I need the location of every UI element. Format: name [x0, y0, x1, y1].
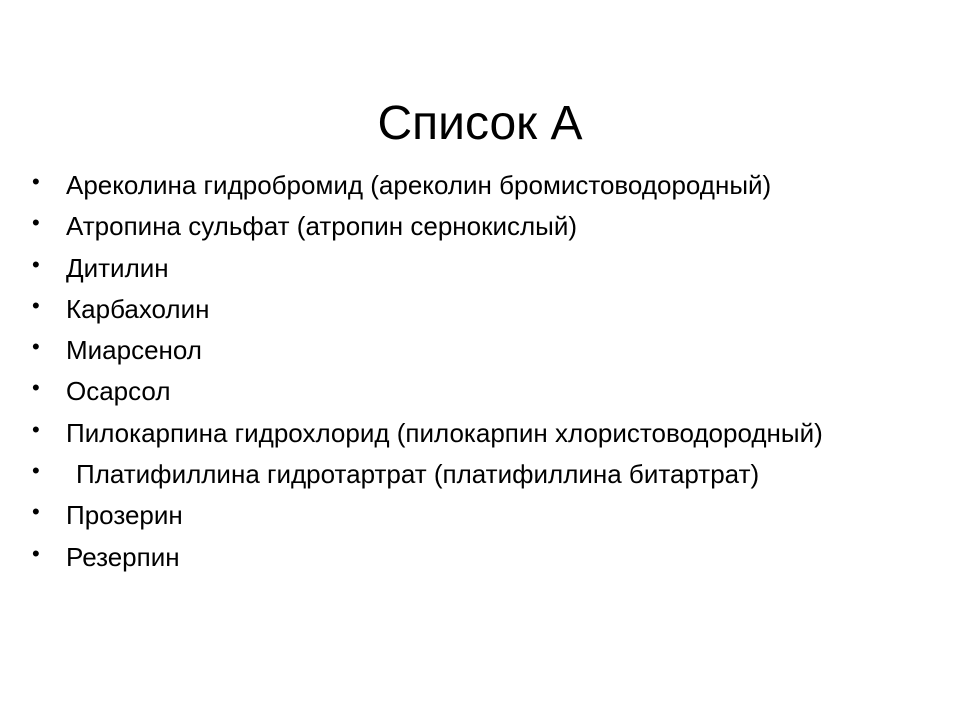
bullet-icon: •	[32, 416, 40, 442]
list-item-text: Ареколина гидробромид (ареколин бромистоводородный)	[66, 170, 772, 200]
list-item	[32, 294, 932, 324]
list-item-text: Миарсенол	[66, 335, 202, 366]
list-item	[32, 500, 932, 530]
list-item	[32, 459, 932, 489]
bullet-icon: •	[32, 251, 40, 277]
list-item	[32, 418, 932, 448]
list-item-text: Резерпин	[66, 541, 180, 572]
list-item-text: Атропина сульфат (атропин сернокислый)	[66, 211, 578, 242]
bullet-icon: •	[32, 540, 40, 566]
drug-list	[32, 170, 932, 583]
bullet-icon: •	[32, 210, 40, 236]
list-item	[32, 376, 932, 406]
bullet-icon: •	[32, 292, 40, 318]
list-item-text: Пилокарпина гидрохлорид (пилокарпин хлористоводородный)	[66, 417, 823, 448]
bullet-icon: •	[32, 375, 40, 401]
list-item-text: Карбахолин	[66, 293, 210, 324]
slide-title: Список А	[377, 97, 583, 150]
list-item-text: Осарсол	[66, 376, 171, 407]
bullet-icon: •	[32, 458, 40, 484]
list-item-text: Прозерин	[66, 500, 183, 531]
list-item	[32, 542, 932, 572]
list-item-text: Дитилин	[66, 252, 169, 283]
list-item	[32, 253, 932, 283]
list-item	[32, 211, 932, 241]
bullet-icon: •	[32, 169, 40, 194]
bullet-icon: •	[32, 499, 40, 525]
list-item-text: Платифиллина гидротартрат (платифиллина битартрат)	[76, 459, 760, 490]
bullet-icon: •	[32, 334, 40, 360]
list-item	[32, 335, 932, 365]
list-item	[32, 170, 932, 200]
